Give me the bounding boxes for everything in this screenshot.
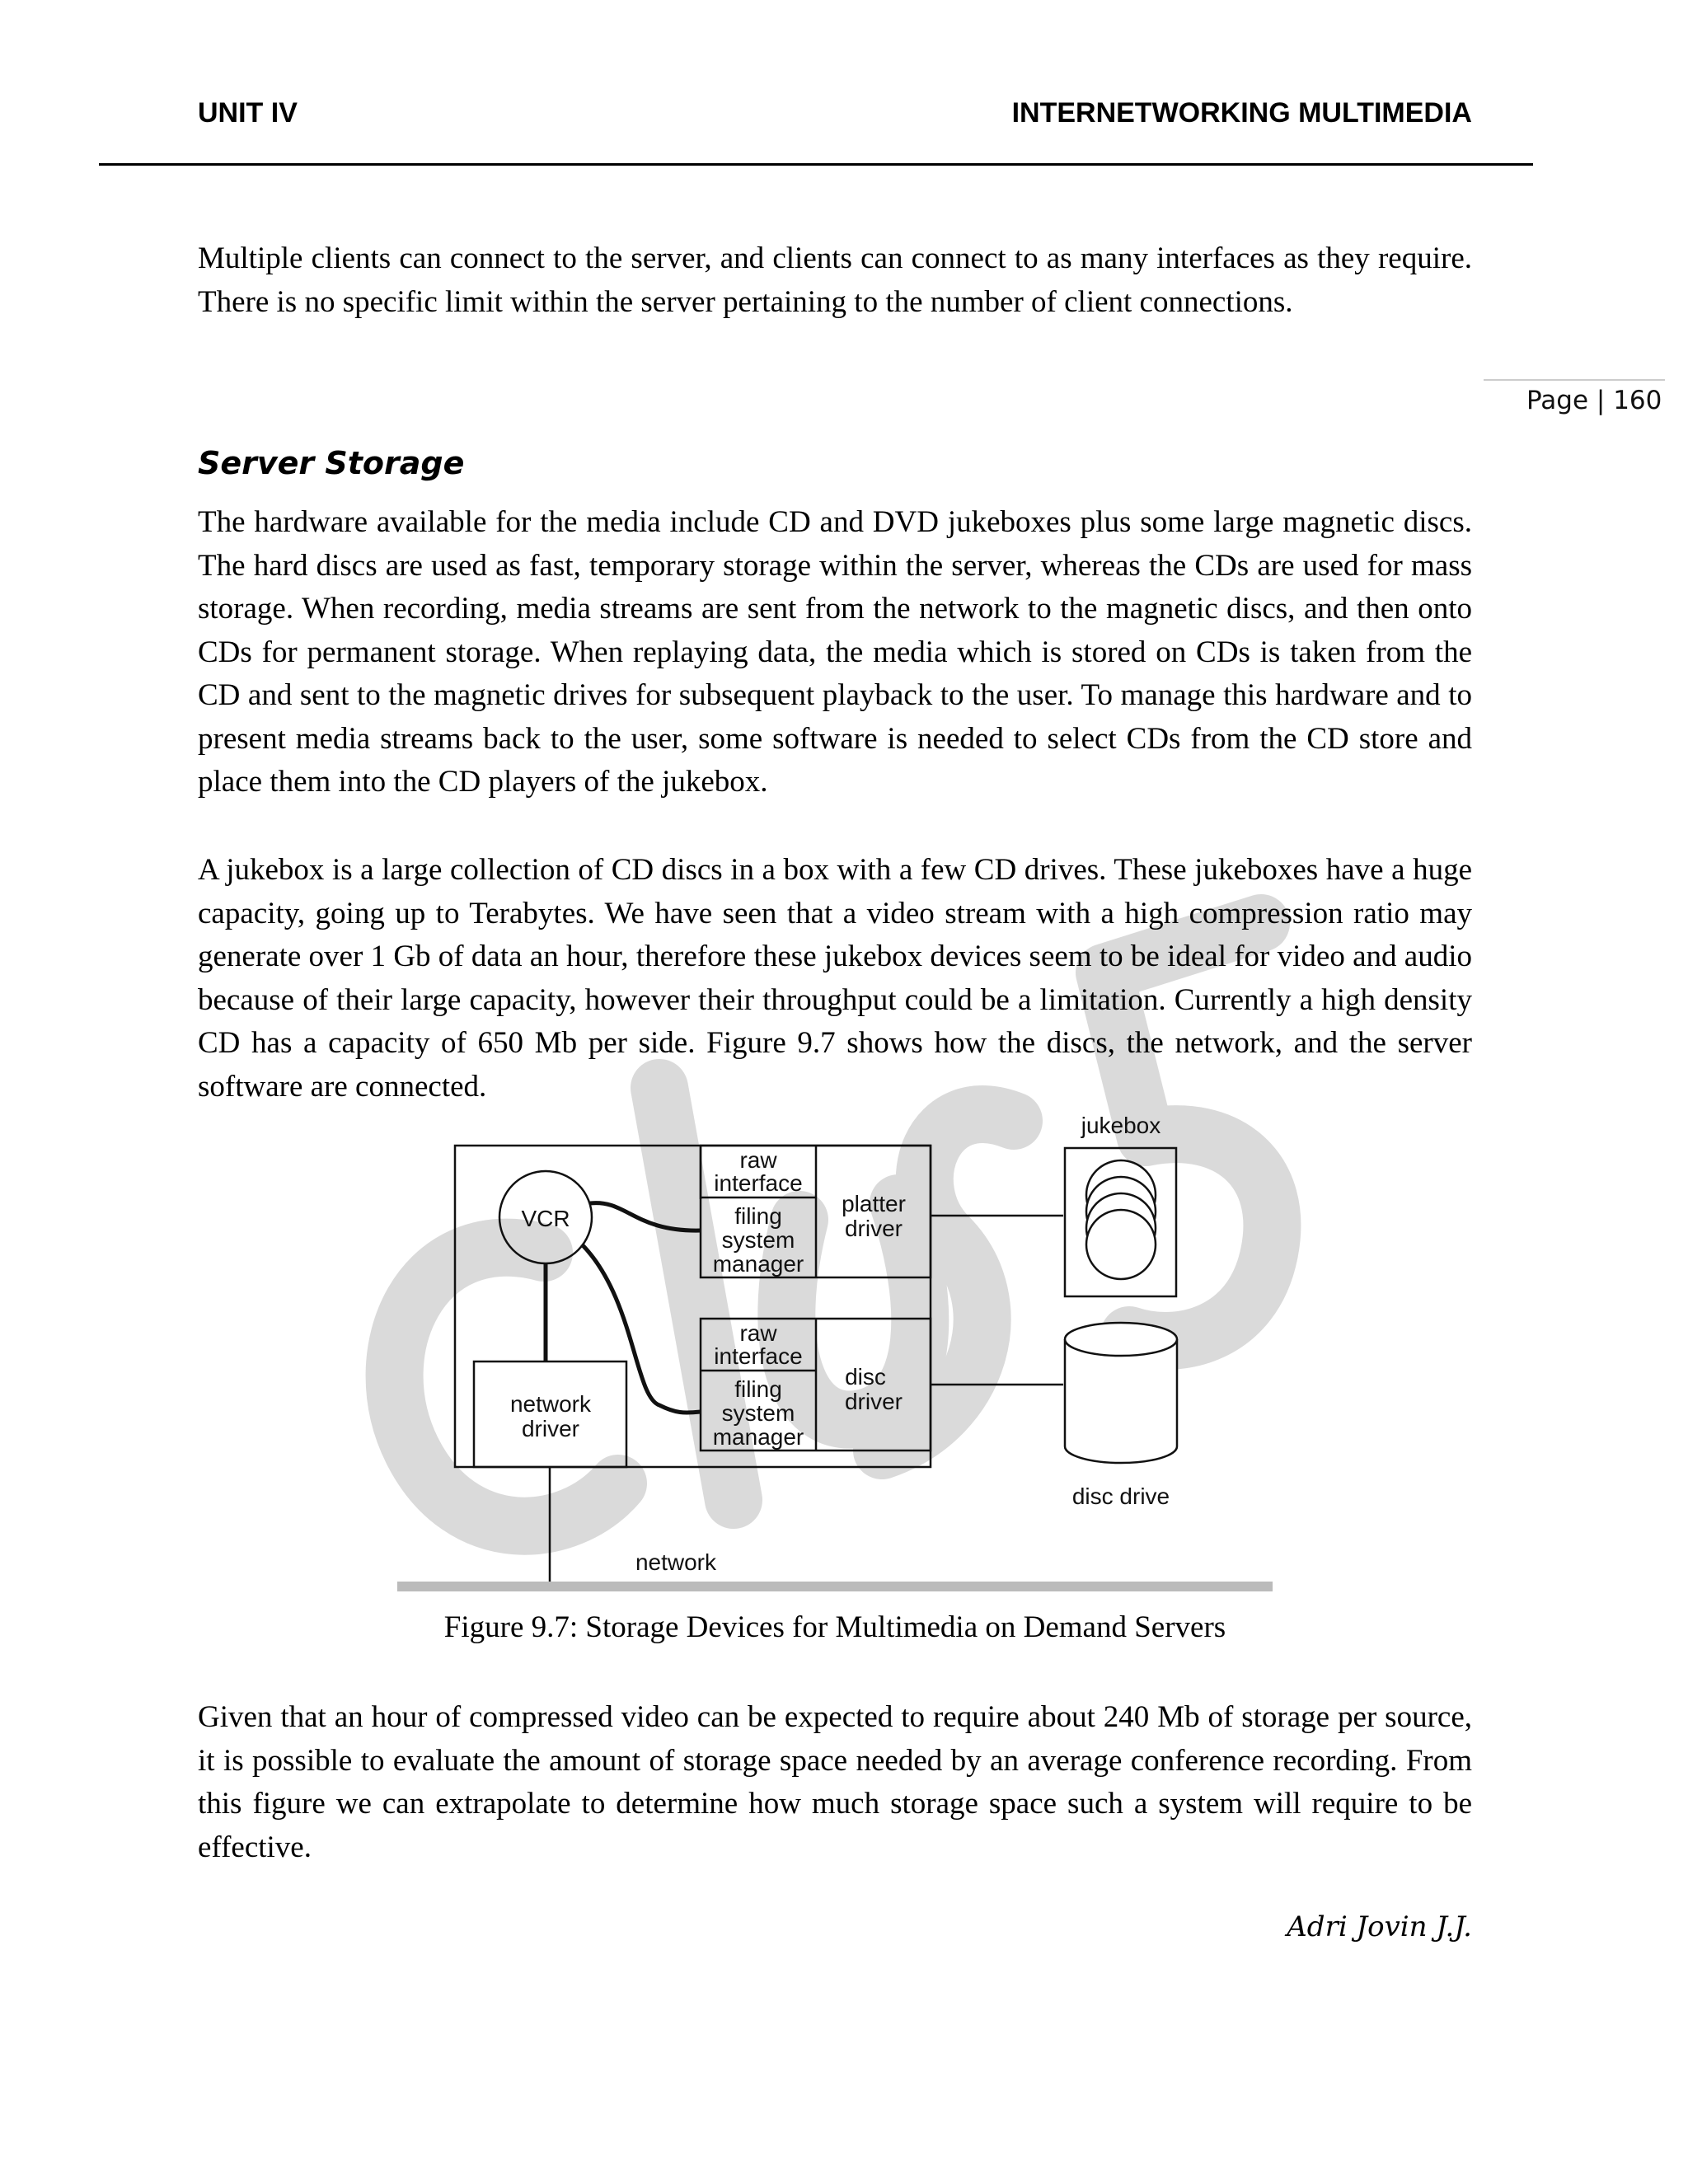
platter-driver-label: driver	[844, 1216, 903, 1241]
raw-interface-2-label: raw	[739, 1320, 777, 1346]
network-driver-label: network	[509, 1391, 592, 1417]
figure-caption: Figure 9.7: Storage Devices for Multimedia on Demand Servers	[443, 1610, 1226, 1644]
raw-interface-2-label: interface	[714, 1343, 803, 1369]
page-number: Page | 160	[1526, 386, 1662, 415]
storage-devices-diagram	[387, 1100, 1302, 1611]
paragraph-jukebox: A jukebox is a large collection of CD discs in a box with a few CD drives. These jukeboxes have a huge capacity, going up to Terabytes. We have seen that a video stream with a high compression ratio may generate over 1 Gb of data an hour, therefore these jukebox devices seem to be ideal for video and audio because of their large capacity, however their throughput could be a limitation. Currently a high density CD has a capacity of 650 Mb per side. Figure 9.7 shows how the discs, the network, and the server software are connected.	[198, 853, 1472, 1104]
disc-driver-label: driver	[844, 1389, 903, 1414]
vcr-label: VCR	[521, 1206, 570, 1231]
filing-system-2-label: system	[721, 1400, 795, 1426]
filing-system-1-label: filing	[734, 1203, 782, 1229]
network-driver-label: driver	[521, 1416, 580, 1441]
raw-interface-1-label: interface	[714, 1170, 803, 1196]
diagram-svg	[387, 1100, 1302, 1611]
author-signature: Adri Jovin J.J.	[1287, 1910, 1472, 1943]
disc-drive-cylinder	[1065, 1339, 1177, 1463]
jukebox-label: jukebox	[1081, 1113, 1161, 1138]
paragraph-hardware: The hardware available for the media include CD and DVD jukeboxes plus some large magnetic discs. The hard discs are used as fast, temporary storage within the server, whereas the CDs are used for mass storage. When recording, media streams are sent from the network to the magnetic discs, and then onto CDs for permanent storage. When replaying data, the media which is stored on CDs is taken from the CD and sent to the magnetic drives for subsequent playback to the user. To manage this hardware and to present media streams back to the user, some software is needed to select CDs from the CD store and place them into the CD players of the jukebox.	[198, 505, 1472, 799]
raw-interface-1-label: raw	[739, 1147, 777, 1173]
header-divider	[99, 163, 1533, 166]
header-unit: UNIT IV	[198, 97, 298, 129]
page-number-divider	[1484, 379, 1665, 381]
filing-system-2-label: filing	[734, 1376, 782, 1402]
network-bus	[397, 1582, 1273, 1591]
filing-system-1-label: manager	[712, 1251, 804, 1277]
paragraph-clients: Multiple clients can connect to the server, and clients can connect to as many interfaces as they require. There is no specific limit within the server pertaining to the number of client connections.	[198, 241, 1472, 319]
disc-driver-label: disc	[845, 1364, 886, 1390]
paragraph-storage-estimate: Given that an hour of compressed video can be expected to require about 240 Mb of storage per source, it is possible to evaluate the amount of storage space needed by an average conference recording. From this figure we can extrapolate to determine how much storage space such a system will require to be effective.	[198, 1700, 1472, 1864]
header-title: INTERNETWORKING MULTIMEDIA	[1011, 97, 1472, 129]
section-heading: Server Storage	[198, 445, 465, 481]
platter-driver-label: platter	[842, 1191, 906, 1216]
network-label: network	[635, 1549, 717, 1575]
filing-system-2-label: manager	[712, 1424, 804, 1450]
filing-system-1-label: system	[721, 1227, 795, 1253]
disc-drive-label: disc drive	[1071, 1483, 1170, 1509]
